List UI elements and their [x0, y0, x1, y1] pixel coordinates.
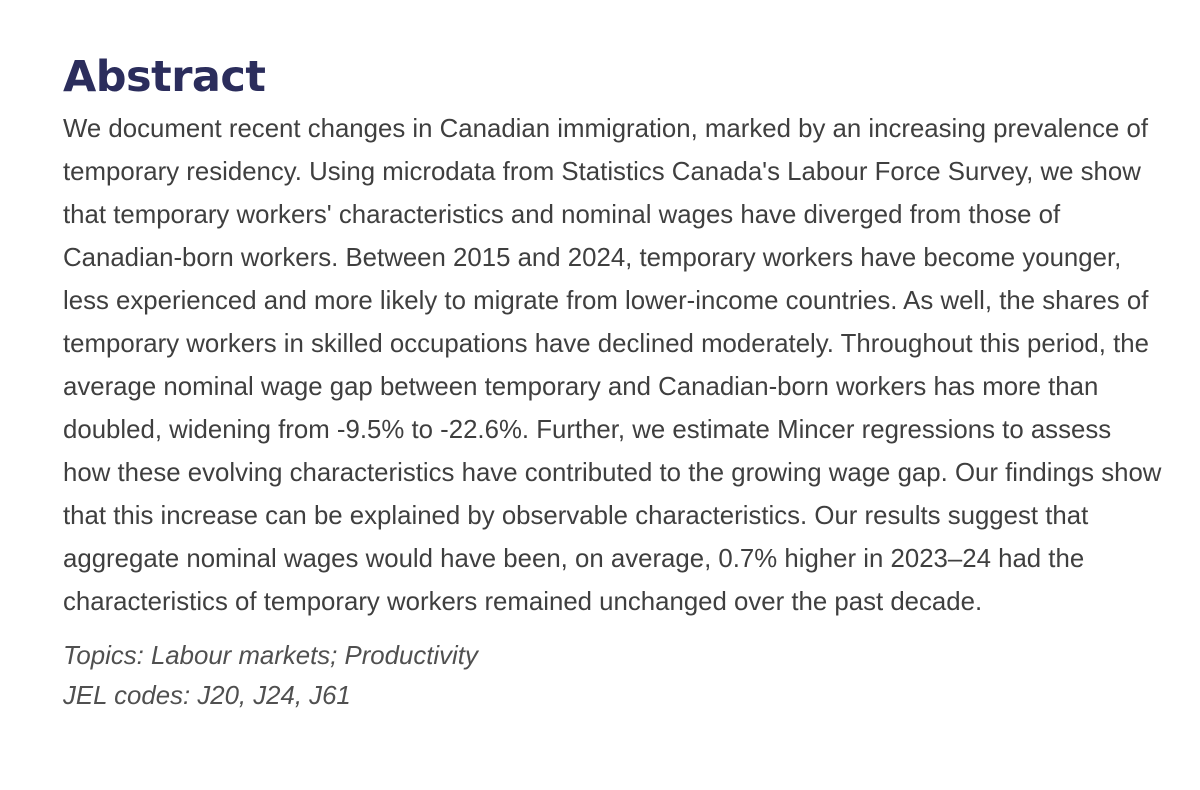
abstract-body: We document recent changes in Canadian immigration, marked by an increasing prevalence of temporary residency. Using microdata from Statistics Canada's Labour Force Survey, we show that temporary workers' characteristics and nominal wages have diverged from those of Canadian-born workers. Between 2015 and 2024, temporary workers have become younger, less experienced and more likely to migrate from lower-income countries. As well, the shares of temporary workers in skilled occupations have declined moderately. Throughout this period, the average nominal wage gap between temporary and Canadian-born workers has more than doubled, widening from -9.5% to -22.6%. Further, we estimate Mincer regressions to assess how these evolving characteristics have contributed to the growing wage gap. Our findings show that this increase can be explained by observable characteristics. Our results suggest that aggregate nominal wages would have been, on average, 0.7% higher in 2023–24 had the characteristics of temporary workers remained unchanged over the past decade. [63, 115, 1162, 616]
jel-codes-line: JEL codes: J20, J24, J61 [63, 682, 351, 710]
abstract-metadata [63, 636, 1160, 716]
topics-line: Topics: Labour markets; Productivity [63, 642, 478, 670]
abstract-heading: Abstract [63, 52, 266, 102]
